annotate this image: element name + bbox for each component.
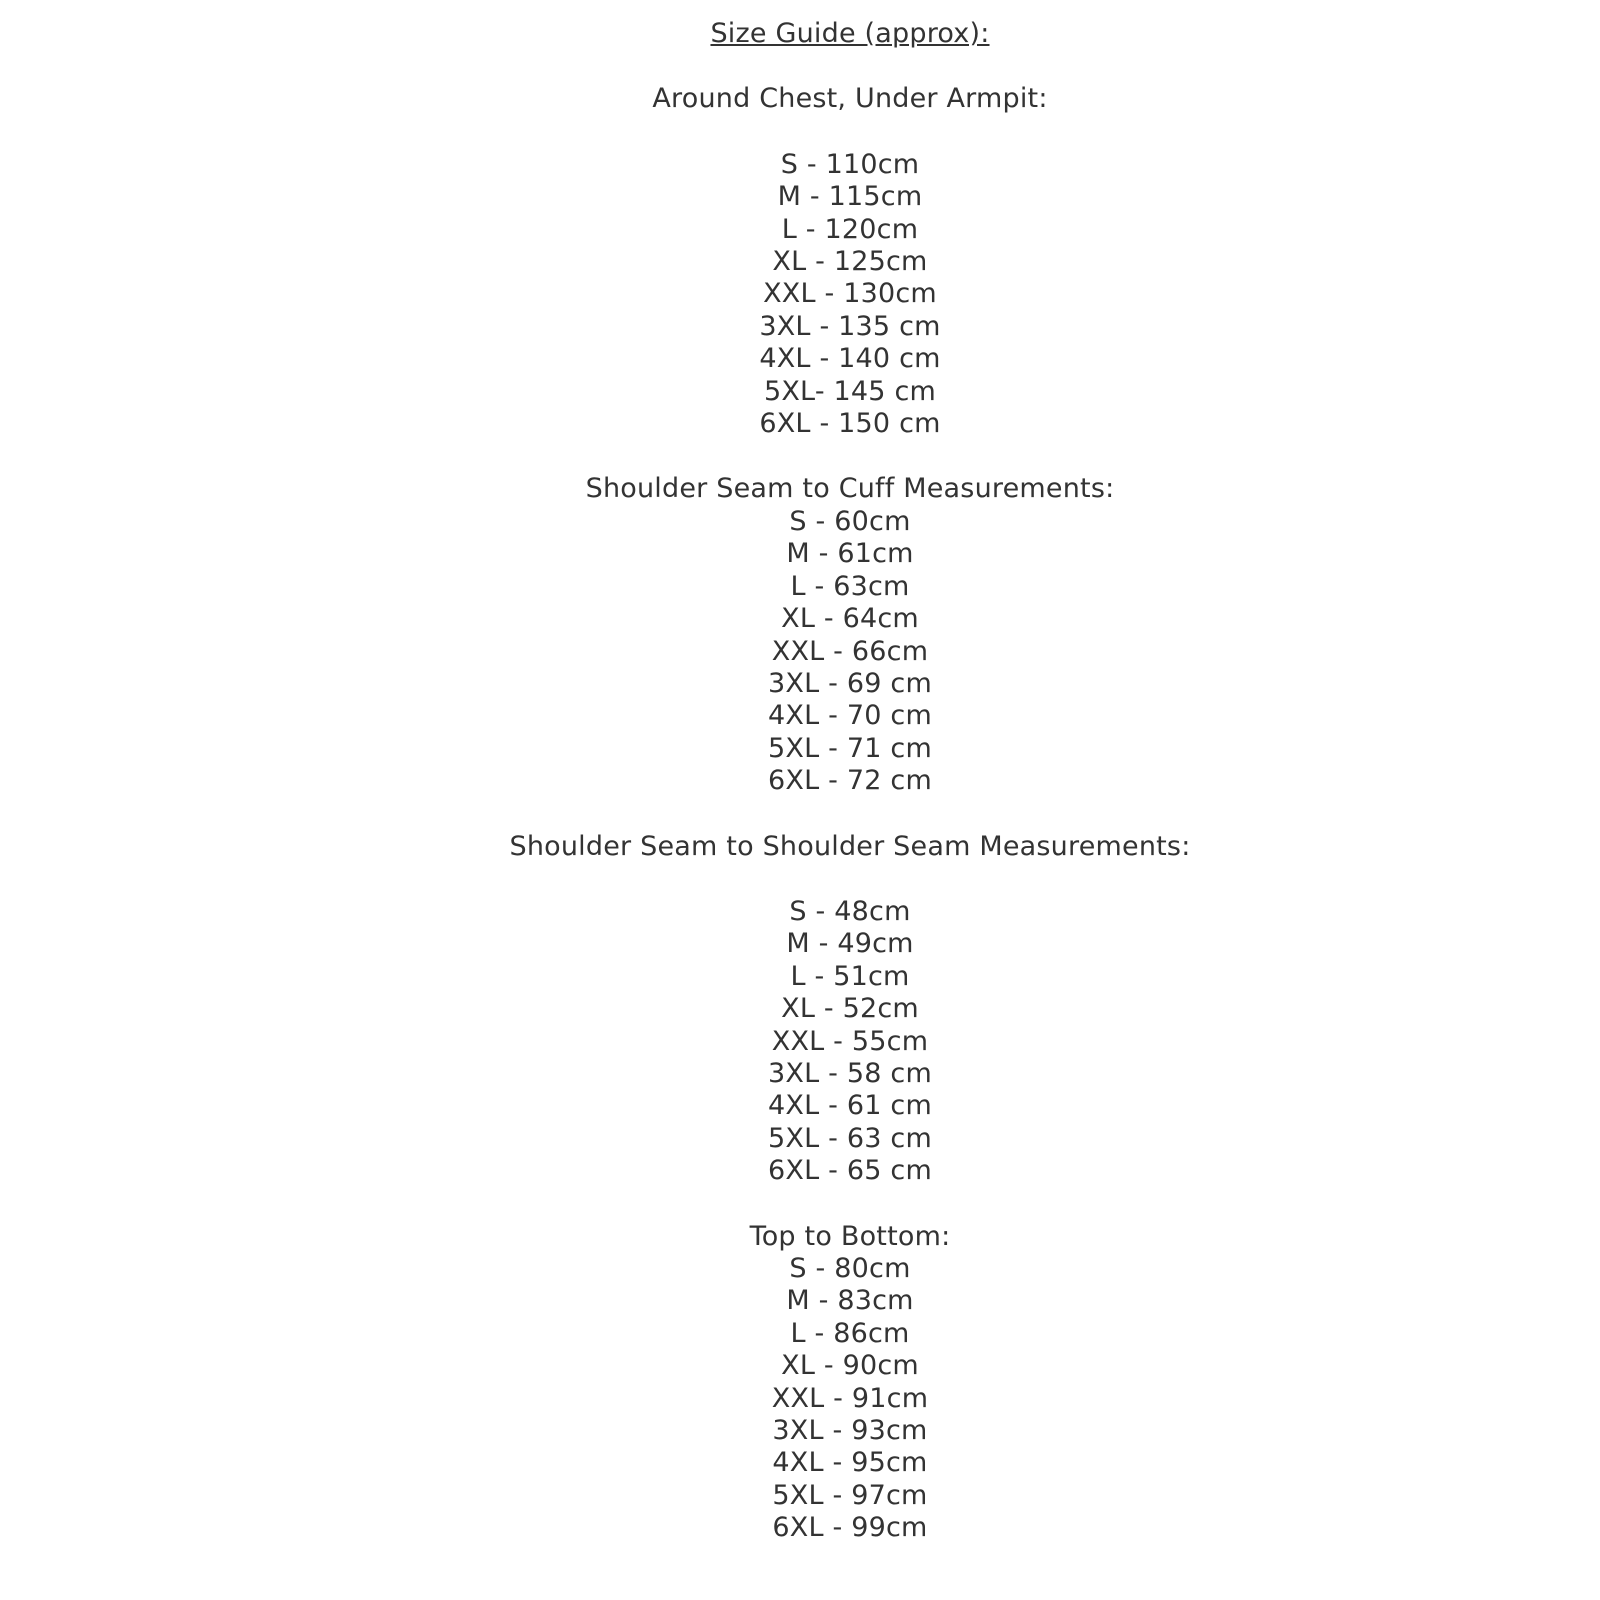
measurement-item: XXL - 55cm bbox=[771, 1025, 929, 1057]
measurement-item: 4XL - 95cm bbox=[772, 1447, 928, 1479]
measurement-list-around-chest bbox=[50, 149, 1600, 441]
measurement-item: 6XL - 99cm bbox=[772, 1512, 928, 1544]
measurement-item: XL - 125cm bbox=[772, 246, 928, 278]
section-shoulder-to-cuff bbox=[50, 473, 1600, 797]
measurement-item: S - 110cm bbox=[780, 148, 920, 180]
measurement-item: 4XL - 61 cm bbox=[768, 1090, 932, 1122]
measurement-item: 5XL- 145 cm bbox=[763, 375, 937, 407]
measurement-item: XXL - 66cm bbox=[771, 635, 929, 667]
measurement-item: M - 115cm bbox=[777, 181, 923, 213]
section-shoulder-to-shoulder bbox=[50, 831, 1600, 1188]
measurement-item: M - 83cm bbox=[786, 1285, 914, 1317]
measurement-item: M - 49cm bbox=[786, 928, 914, 960]
section-heading-around-chest: Around Chest, Under Armpit: bbox=[652, 83, 1048, 115]
measurement-item: M - 61cm bbox=[786, 538, 914, 570]
section-heading-top-to-bottom: Top to Bottom: bbox=[749, 1220, 951, 1252]
measurement-item: 5XL - 63 cm bbox=[768, 1122, 932, 1154]
measurement-item: 5XL - 97cm bbox=[772, 1479, 928, 1511]
measurement-item: 6XL - 72 cm bbox=[768, 765, 932, 797]
measurement-item: XXL - 91cm bbox=[771, 1382, 929, 1414]
measurement-item: 4XL - 140 cm bbox=[759, 343, 941, 375]
measurement-list-top-to-bottom bbox=[50, 1253, 1600, 1545]
measurement-item: 3XL - 58 cm bbox=[768, 1057, 932, 1089]
measurement-item: XL - 52cm bbox=[781, 993, 919, 1025]
measurement-item: L - 51cm bbox=[790, 960, 910, 992]
measurement-item: S - 60cm bbox=[789, 505, 911, 537]
section-around-chest bbox=[50, 83, 1600, 440]
section-heading-shoulder-to-cuff: Shoulder Seam to Cuff Measurements: bbox=[585, 473, 1115, 505]
measurement-item: XXL - 130cm bbox=[763, 278, 937, 310]
measurement-item: S - 48cm bbox=[789, 895, 911, 927]
section-heading-shoulder-to-shoulder: Shoulder Seam to Shoulder Seam Measurements: bbox=[509, 830, 1191, 862]
measurement-list-shoulder-to-cuff bbox=[50, 506, 1600, 798]
size-guide-document bbox=[50, 0, 1600, 1545]
measurement-item: S - 80cm bbox=[789, 1253, 911, 1284]
measurement-list-shoulder-to-shoulder bbox=[50, 896, 1600, 1188]
measurement-item: L - 63cm bbox=[790, 570, 910, 602]
measurement-item: 3XL - 135 cm bbox=[759, 310, 941, 342]
measurement-item: 6XL - 150 cm bbox=[759, 408, 941, 440]
section-top-to-bottom bbox=[50, 1221, 1600, 1545]
measurement-item: 3XL - 69 cm bbox=[768, 667, 932, 699]
measurement-item: 5XL - 71 cm bbox=[768, 732, 932, 764]
page-title: Size Guide (approx): bbox=[710, 18, 990, 49]
measurement-item: 6XL - 65 cm bbox=[768, 1155, 932, 1187]
measurement-item: XL - 64cm bbox=[781, 603, 919, 635]
measurement-item: 4XL - 70 cm bbox=[768, 700, 932, 732]
measurement-item: 3XL - 93cm bbox=[772, 1415, 928, 1447]
measurement-item: XL - 90cm bbox=[781, 1350, 919, 1382]
measurement-item: L - 120cm bbox=[781, 213, 919, 245]
measurement-item: L - 86cm bbox=[790, 1317, 910, 1349]
